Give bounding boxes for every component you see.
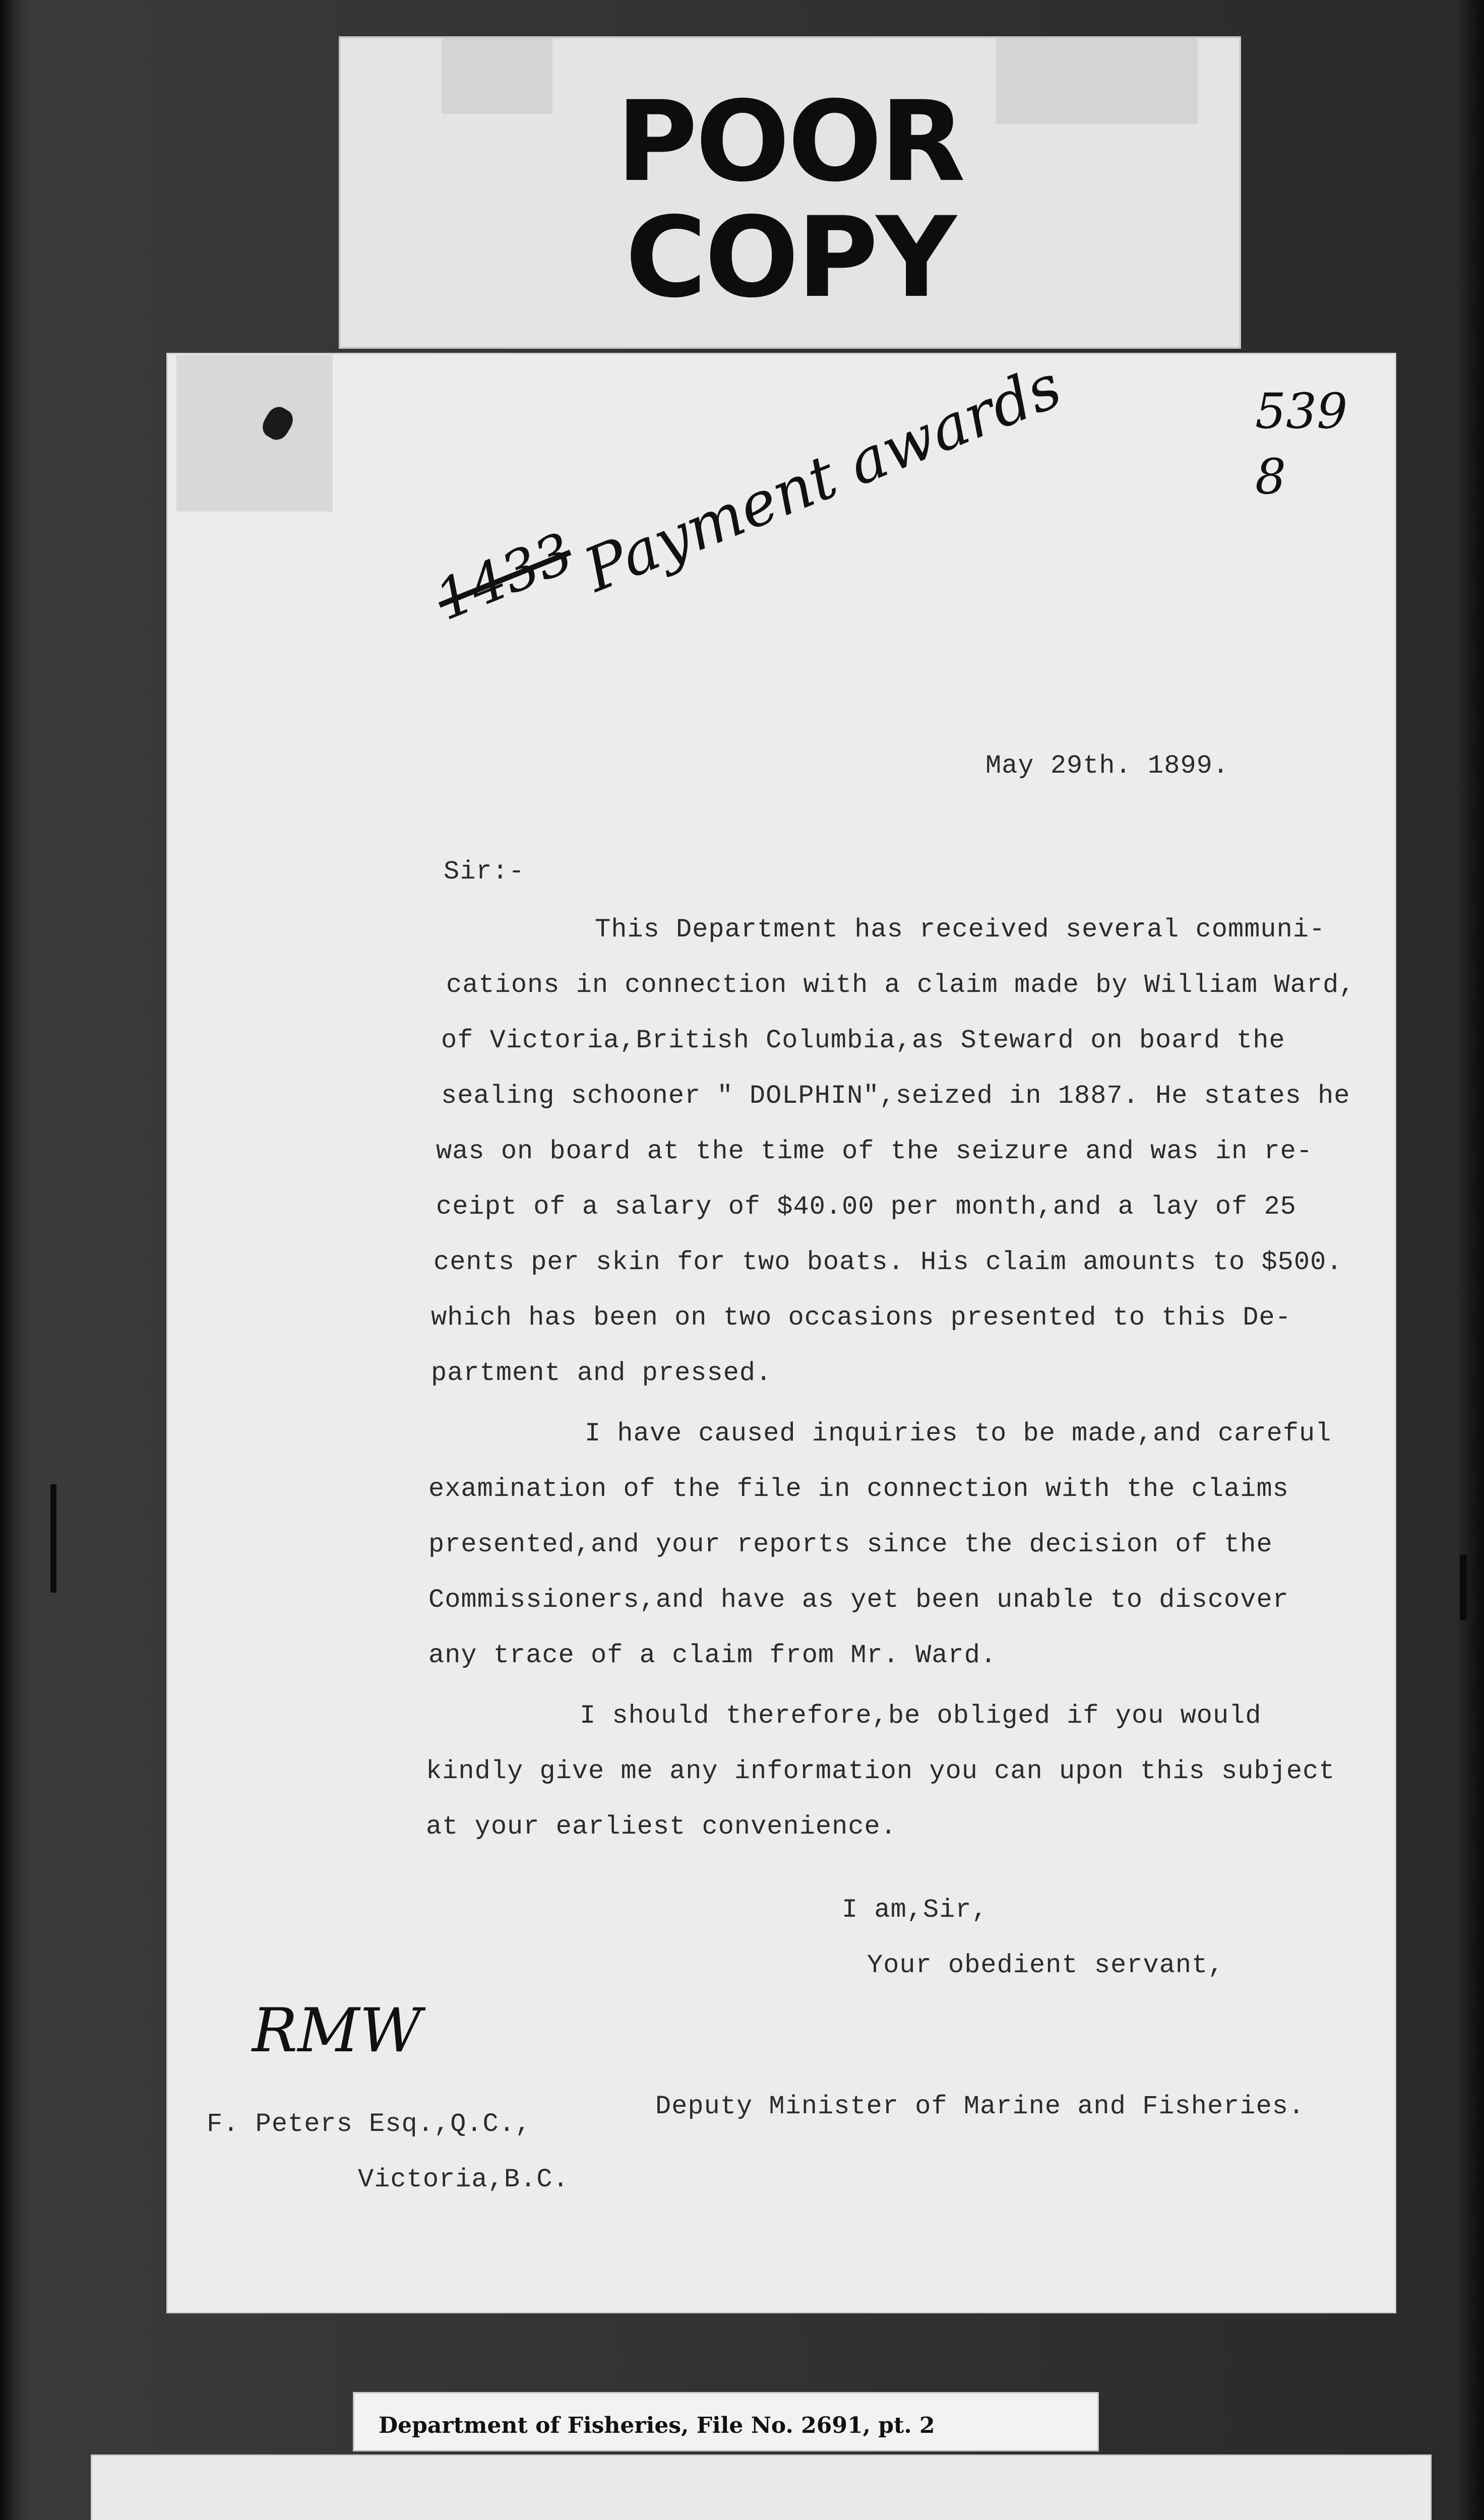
letter-closing: I am,Sir,: [842, 1895, 988, 1925]
letter-salutation: Sir:-: [444, 857, 525, 887]
file-reference-text: Department of Fisheries, File No. 2691, pt. 2: [379, 2413, 935, 2438]
letter-addressee: F. Peters Esq.,Q.C.,: [207, 2109, 532, 2139]
paragraph-2-line: Commissioners,and have as yet been unable to discover: [428, 1585, 1289, 1615]
archives-card: [91, 2454, 1432, 2520]
paragraph-3-line: kindly give me any information you can upon this subject: [426, 1756, 1335, 1786]
paragraph-1-line: cations in connection with a claim made by William Ward,: [446, 970, 1355, 1000]
paragraph-2-line: I have caused inquiries to be made,and careful: [585, 1419, 1332, 1448]
scan-edge-mark: [1460, 1555, 1467, 1620]
paragraph-1-line: This Department has received several communi-: [595, 915, 1326, 944]
letter-corner-tape: [176, 355, 333, 512]
paragraph-2-line: any trace of a claim from Mr. Ward.: [428, 1641, 997, 1670]
letter-addressee-city: Victoria,B.C.: [358, 2165, 569, 2194]
paragraph-1-line: which has been on two occasions presented to this De-: [431, 1303, 1291, 1333]
paragraph-1-line: partment and pressed.: [431, 1358, 772, 1388]
paragraph-1-line: of Victoria,British Columbia,as Steward on board the: [441, 1026, 1285, 1055]
paragraph-1-line: sealing schooner " DOLPHIN",seized in 1887. He states he: [441, 1081, 1350, 1111]
scan-edge-mark: [50, 1484, 56, 1593]
file-reference-label: [353, 2392, 1099, 2451]
paragraph-3-line: at your earliest convenience.: [426, 1812, 897, 1842]
handwritten-initials: RMW: [252, 1996, 422, 2066]
letter-signatory: Deputy Minister of Marine and Fisheries.: [655, 2092, 1305, 2121]
poor-copy-stamp: POOR COPY: [616, 77, 964, 322]
paragraph-3-line: I should therefore,be obliged if you would: [580, 1701, 1262, 1731]
paragraph-1-line: ceipt of a salary of $40.00 per month,and a lay of 25: [436, 1192, 1296, 1222]
paragraph-2-line: examination of the file in connection with the claims: [428, 1474, 1289, 1504]
poor-copy-card: [339, 36, 1241, 349]
paragraph-2-line: presented,and your reports since the decision of the: [428, 1530, 1273, 1559]
handwritten-subject: Payment awards: [575, 351, 1071, 606]
paragraph-1-line: cents per skin for two boats. His claim amounts to $500.: [434, 1247, 1343, 1277]
handwritten-reference: 539: [1255, 383, 1348, 439]
handwritten-reference-sub: 8: [1255, 449, 1286, 505]
paragraph-1-line: was on board at the time of the seizure and was in re-: [436, 1137, 1313, 1166]
letter-date: May 29th. 1899.: [985, 751, 1229, 781]
letter-closing-servant: Your obedient servant,: [867, 1950, 1224, 1980]
handwritten-file-number: 1433: [426, 520, 582, 633]
